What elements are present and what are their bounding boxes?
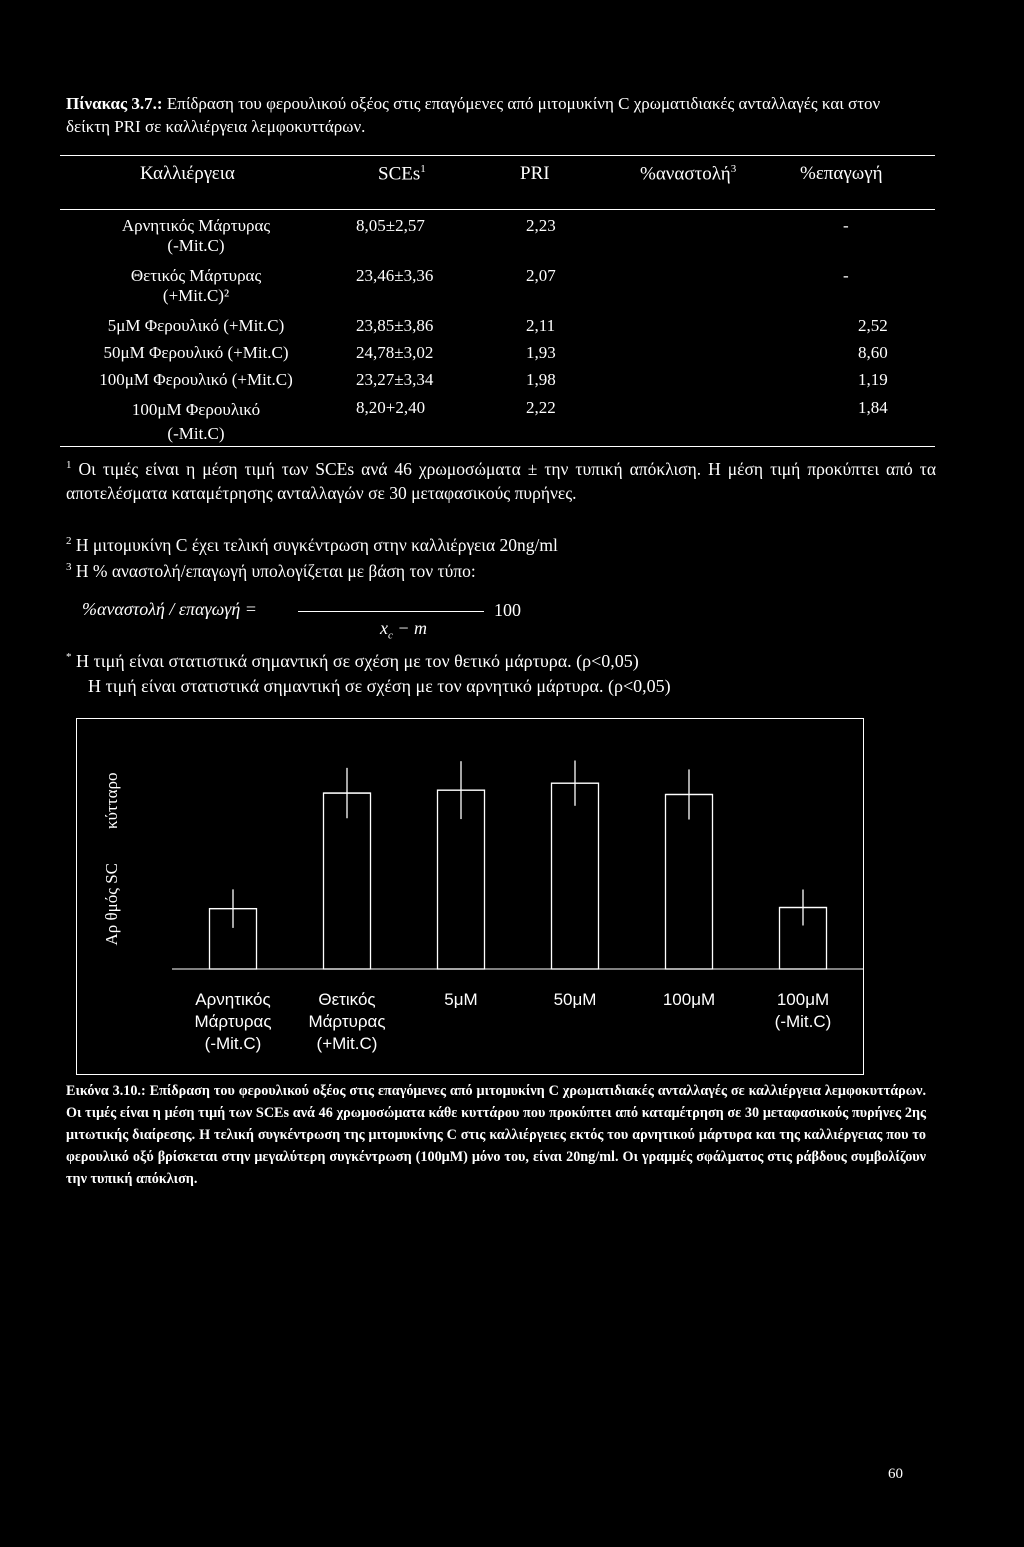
figure-chart-box	[76, 718, 864, 1075]
th-induction: %επαγωγή	[800, 163, 883, 184]
th-sces: SCEs$^1$	[378, 163, 426, 185]
x-tick-label: Αρνητικός Μάρτυρας (-Mit.C)	[194, 990, 272, 1053]
formula-numerator: 100	[494, 600, 521, 620]
significance-note-negative: Η τιμή είναι στατιστικά σημαντική σε σχέση με τον αρνητικό μάρτυρα. (ρ<0,05)	[88, 676, 671, 696]
table-top-rule	[60, 155, 935, 156]
x-tick-label: 100μΜ	[662, 990, 716, 1009]
formula-denominator: $x_c - m$	[380, 618, 428, 642]
cell-pri: 2,11	[526, 316, 556, 335]
table-row: Αρνητικός Μάρτυρας (-Mit.C)	[121, 216, 271, 255]
figure-caption-label: Εικόνα 3.10.:	[66, 1083, 146, 1099]
table-row: 5μΜ Φερουλικό (+Mit.C)	[107, 316, 285, 335]
y-axis-label: Αρ θμός SC κύτταρο	[102, 772, 121, 946]
formula-lhs: %αναστολή / επαγωγή =	[82, 599, 257, 619]
table-row: 50μΜ Φερουλικό (+Mit.C)	[103, 343, 289, 362]
page-number: 60	[888, 1466, 903, 1482]
th-culture: Καλλιέργεια	[140, 163, 235, 184]
cell-induction: 8,60	[858, 343, 888, 362]
table-row: Θετικός Μάρτυρας (+Mit.C)²	[130, 266, 262, 305]
cell-sces: 23,85±3,86	[356, 316, 434, 335]
bar	[324, 793, 371, 969]
cell-pri: 2,23	[526, 216, 556, 235]
x-tick-label: 100μΜ (-Mit.C)	[774, 990, 832, 1031]
x-tick-label: Θετικός Μάρτυρας (+Mit.C)	[308, 990, 386, 1053]
cell-pri: 2,07	[526, 266, 556, 285]
table-header-rule	[60, 209, 935, 210]
footnote-3: $^3$ Η % αναστολή/επαγωγή υπολογίζεται με βάση τον τύπο:	[66, 560, 476, 581]
table-caption-text: Επίδραση του φερουλικού οξέος στις επαγόμενες από μιτομυκίνη C χρωματιδιακές ανταλλαγές και στον δείκτη PRI σε καλλιέργεια λεμφοκυττάρων.	[66, 94, 881, 136]
cell-sces: 24,78±3,02	[356, 343, 434, 362]
table-caption-label: Πίνακας 3.7.:	[66, 94, 163, 113]
table-bottom-rule	[60, 446, 935, 447]
cell-pri: 2,22	[526, 398, 556, 417]
significance-note-positive: * Η τιμή είναι στατιστικά σημαντική σε σχέση με τον θετικό μάρτυρα. (ρ<0,05)	[66, 651, 639, 671]
bar	[666, 794, 713, 969]
table-caption	[66, 92, 926, 138]
cell-sces: 8,05±2,57	[356, 216, 425, 235]
x-tick-label: 50μΜ	[553, 990, 597, 1009]
cell-induction: -	[843, 266, 849, 285]
cell-induction: 1,84	[858, 398, 888, 417]
th-inhibition: %αναστολή$^3$	[640, 163, 737, 185]
cell-sces: 23,27±3,34	[356, 370, 434, 389]
bar	[552, 783, 599, 969]
cell-sces: 23,46±3,36	[356, 266, 434, 285]
figure-caption-text: Επίδραση του φερουλικού οξέος στις επαγόμενες από μιτομυκίνη C χρωματιδιακές ανταλλαγές σε καλλιέργεια λεμφοκυττάρων. Οι τιμές είναι η μέση τιμή των SCEs ανά 46 χρωμοσώματα κάθε κυττάρου που προκύπτει από καταμέτρηση σε 30 μεταφασικούς πυρήνες 2ης μιτωτικής διαίρεσης. Η τελική συγκέντρωση της μιτομυκίνης C στις καλλιέργειες εκτός του αρνητικού μάρτυρα και της καλλιέργειας που το φερουλικό οξύ βρίσκεται στην μεγαλύτερη συγκέντρωση (100μΜ) μόνο του, είναι 20ng/ml. Οι γραμμές σφάλματος στις ράβδους συμβολίζουν την τυπική απόκλιση.	[66, 1083, 927, 1187]
cell-sces: 8,20+2,40	[356, 398, 426, 417]
x-tick-label: 5μΜ	[444, 990, 478, 1009]
cell-pri: 1,93	[526, 343, 556, 362]
cell-pri: 1,98	[526, 370, 556, 389]
th-pri: PRI	[520, 163, 550, 184]
cell-induction: 1,19	[858, 370, 888, 389]
cell-induction: 2,52	[858, 316, 888, 335]
footnote-1: $^1$ Οι τιμές είναι η μέση τιμή των SCEs ανά 46 χρωμοσώματα ± την τυπική απόκλιση. Η μέση τιμή προκύπτει από τα αποτελέσματα καταμέτρησης ανταλλαγών σε 30 μεταφασικούς πυρήνες.	[66, 458, 936, 503]
formula-fraction-line	[298, 611, 484, 612]
cell-induction: -	[843, 216, 849, 235]
table-row: 100μΜ Φερουλικό (+Mit.C)	[99, 370, 293, 389]
table-row: 100μΜ Φερουλικό (-Mit.C)	[131, 400, 261, 443]
figure-caption	[66, 1080, 926, 1190]
footnote-2: $^2$ Η μιτομυκίνη C έχει τελική συγκέντρωση στην καλλιέργεια 20ng/ml	[66, 534, 558, 555]
